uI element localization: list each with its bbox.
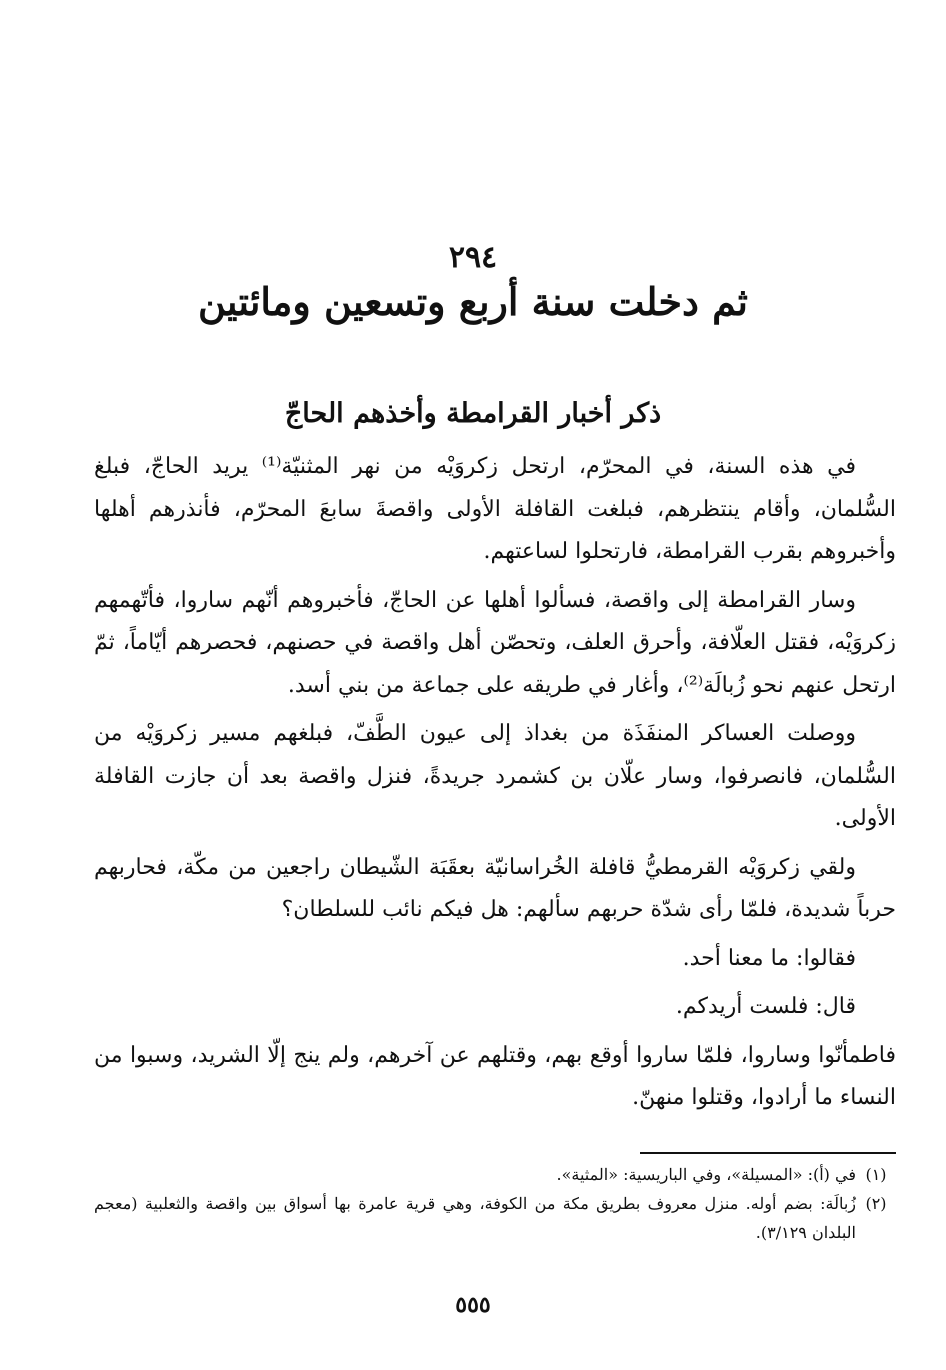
footnotes [94,1160,896,1247]
paragraph-1: في هذه السنة، في المحرّم، ارتحل زكروَيْه من نهر المثنيّة⁽¹⁾ يريد الحاجّ، فبلغ السُّلمان، وأقام ينتظرهم، فبلغت القافلة الأولى واقصةَ سابعَ المحرّم، فأنذرهم أهلها وأخبروهم بقرب القرامطة، فارتحلوا لساعتهم. [94,454,896,564]
page-number: ٥٥٥ [455,1292,491,1318]
body-text [94,446,896,1126]
footnote-divider [640,1152,896,1154]
paragraph-4: ولقي زكروَيْه القرمطيُّ قافلة الخُراسانيّة بعقَبَة الشّيطان راجعين من مكّة، فحاربهم حرباً شديدة، فلمّا رأى شدّة حربهم سألهم: هل فيكم نائب للسلطان؟ [94,854,896,922]
paragraph-6: قال: فلست أريدكم. [675,994,856,1019]
paragraph-3: ووصلت العساكر المنفَذَة من بغداذ إلى عيون الطَّفّ، فبلغهم مسير زكروَيْه من السُّلمان، فانصرفوا، وسار علّان بن كشمرد جريدةً، فنزل واقصة بعد أن جازت القافلة الأولى. [94,721,896,831]
footnote-1 [94,1160,896,1189]
paragraph-5: فقالوا: ما معنا أحد. [682,945,856,971]
chapter-title: ثم دخلت سنة أربع وتسعين ومائتين [198,279,748,324]
footnote-text: في (أ): «المسيلة»، وفي الباريسية: «المثية». [556,1165,856,1184]
footnote-number: (١) [865,1165,887,1184]
footnote-number: (٢) [865,1194,887,1213]
paragraph-2: وسار القرامطة إلى واقصة، فسألوا أهلها عن الحاجّ، فأخبروهم أنّهم ساروا، فأتّهمهم زكروَيْه، فقتل العلّافة، وأحرق العلف، وتحصّن أهل واقصة في حصنهم، فحصرهم أيّاماً، ثمّ ارتحل عنهم نحو زُبالَة⁽²⁾، وأغار في طريقه على جماعة من بني أسد. [94,587,896,698]
footnote-2 [94,1189,896,1247]
paragraph-7: فاطمأنّوا وساروا، فلمّا ساروا أوقع بهم، وقتلهم عن آخرهم، ولم ينج إلّا الشريد، وسبوا من النساء ما أرادوا، وقتلوا منهنّ. [94,1042,896,1110]
footnote-text: زُبالَة: بضم أوله. منزل معروف بطريق مكة من الكوفة، وهي قرية عامرة بها أسواق بين واقصة والثعلبية (معجم البلدان ٣/١٢٩). [94,1194,856,1242]
year-number: ٢٩٤ [448,240,498,275]
section-heading: ذكر أخبار القرامطة وأخذهم الحاجّ [284,398,662,429]
